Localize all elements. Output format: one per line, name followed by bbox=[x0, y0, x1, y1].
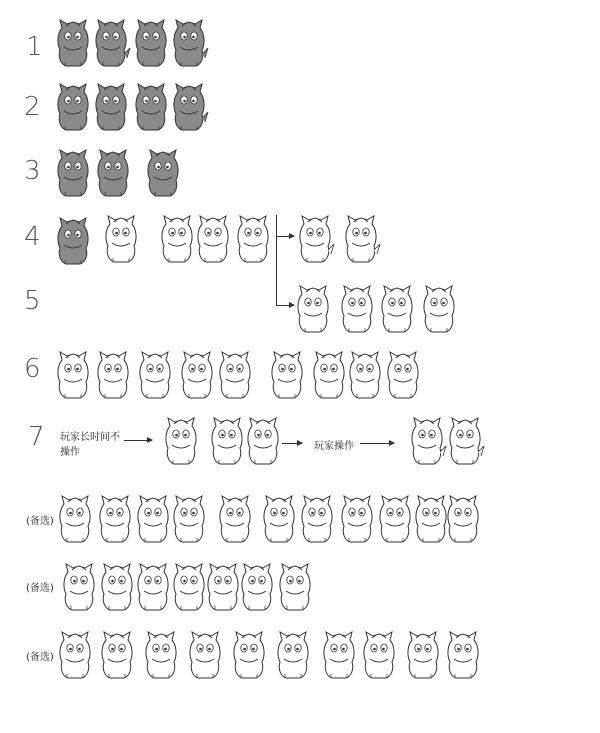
row4-branch-vertical bbox=[276, 215, 277, 305]
row3-sprite-turn-right bbox=[146, 144, 180, 198]
alternate3-sprite bbox=[406, 626, 440, 680]
row7-sprite bbox=[246, 412, 280, 466]
alternate-label-3: (备选) bbox=[26, 652, 54, 663]
row2-sprite bbox=[56, 78, 90, 132]
alternate1-sprite bbox=[340, 490, 374, 544]
alternate1-sprite bbox=[262, 490, 296, 544]
row-label-7: 7 bbox=[28, 422, 45, 452]
alternate1-sprite bbox=[98, 490, 132, 544]
row1-sprite bbox=[56, 14, 90, 68]
alternate1-sprite bbox=[218, 490, 252, 544]
alternate3-sprite bbox=[362, 626, 396, 680]
alternate1-sprite bbox=[172, 490, 206, 544]
alternate2-sprite bbox=[172, 558, 206, 612]
row2-sprite bbox=[134, 78, 168, 132]
row6-sprite bbox=[386, 346, 420, 400]
row4-arrow-top bbox=[276, 236, 294, 237]
row3-sprite bbox=[56, 144, 90, 198]
row6-sprite bbox=[270, 346, 304, 400]
row-label-4: 4 bbox=[24, 222, 41, 252]
row7-sprite bbox=[164, 412, 198, 466]
row4-sprite bbox=[56, 212, 90, 266]
row6-sprite bbox=[96, 346, 130, 400]
row7-arrow-1 bbox=[124, 440, 152, 441]
row6-sprite bbox=[180, 346, 214, 400]
alternate1-sprite bbox=[58, 490, 92, 544]
row-label-6: 6 bbox=[24, 354, 41, 384]
row5-arrow bbox=[276, 305, 294, 306]
row4-sketch-sprite bbox=[104, 210, 138, 264]
row4-branch-sprite bbox=[344, 210, 378, 264]
row7-action-sprite bbox=[410, 412, 444, 466]
row7-sprite bbox=[210, 412, 244, 466]
row5-sprite bbox=[296, 280, 330, 334]
row6-sprite bbox=[218, 346, 252, 400]
row1-sprite bbox=[94, 14, 128, 68]
row4-sketch-sprite bbox=[236, 210, 270, 264]
row6-sprite bbox=[348, 346, 382, 400]
row1-sprite bbox=[134, 14, 168, 68]
alternate1-sprite bbox=[446, 490, 480, 544]
row7-arrow-2 bbox=[282, 443, 302, 444]
alternate2-sprite bbox=[206, 558, 240, 612]
alternate2-sprite bbox=[62, 558, 96, 612]
alternate3-sprite bbox=[58, 626, 92, 680]
alternate1-sprite bbox=[414, 490, 448, 544]
row3-sprite-turn-left bbox=[96, 144, 130, 198]
row6-sprite bbox=[56, 346, 90, 400]
alternate3-sprite bbox=[100, 626, 134, 680]
alternate1-sprite bbox=[378, 490, 412, 544]
row7-action-sprite bbox=[448, 412, 482, 466]
row4-sketch-sprite bbox=[160, 210, 194, 264]
alternate2-sprite bbox=[100, 558, 134, 612]
alternate2-sprite bbox=[240, 558, 274, 612]
alternate3-sprite bbox=[276, 626, 310, 680]
row6-sprite bbox=[138, 346, 172, 400]
row5-sprite bbox=[340, 280, 374, 334]
alternate3-sprite bbox=[232, 626, 266, 680]
row1-sprite bbox=[172, 14, 206, 68]
row2-sprite bbox=[172, 78, 206, 132]
row4-sketch-sprite bbox=[196, 210, 230, 264]
alternate1-sprite bbox=[300, 490, 334, 544]
alternate2-sprite bbox=[136, 558, 170, 612]
action-note: 玩家操作 bbox=[314, 441, 354, 452]
row7-arrow-3 bbox=[360, 443, 394, 444]
idle-note-line2: 操作 bbox=[60, 447, 80, 458]
idle-note-line1: 玩家长时间不 bbox=[60, 432, 120, 443]
alternate3-sprite bbox=[188, 626, 222, 680]
alternate-label-1: (备选) bbox=[26, 516, 54, 527]
alternate1-sprite bbox=[136, 490, 170, 544]
alternate3-sprite bbox=[446, 626, 480, 680]
alternate3-sprite bbox=[322, 626, 356, 680]
row4-branch-sprite bbox=[298, 210, 332, 264]
row-label-1: 1 bbox=[26, 32, 43, 62]
row5-sprite bbox=[422, 280, 456, 334]
row-label-5: 5 bbox=[24, 286, 41, 316]
row2-sprite bbox=[94, 78, 128, 132]
row6-sprite bbox=[312, 346, 346, 400]
row5-sprite bbox=[380, 280, 414, 334]
alternate-label-2: (备选) bbox=[26, 583, 54, 594]
row-label-2: 2 bbox=[24, 92, 41, 122]
row-label-3: 3 bbox=[24, 156, 41, 186]
alternate3-sprite bbox=[144, 626, 178, 680]
alternate2-sprite bbox=[278, 558, 312, 612]
